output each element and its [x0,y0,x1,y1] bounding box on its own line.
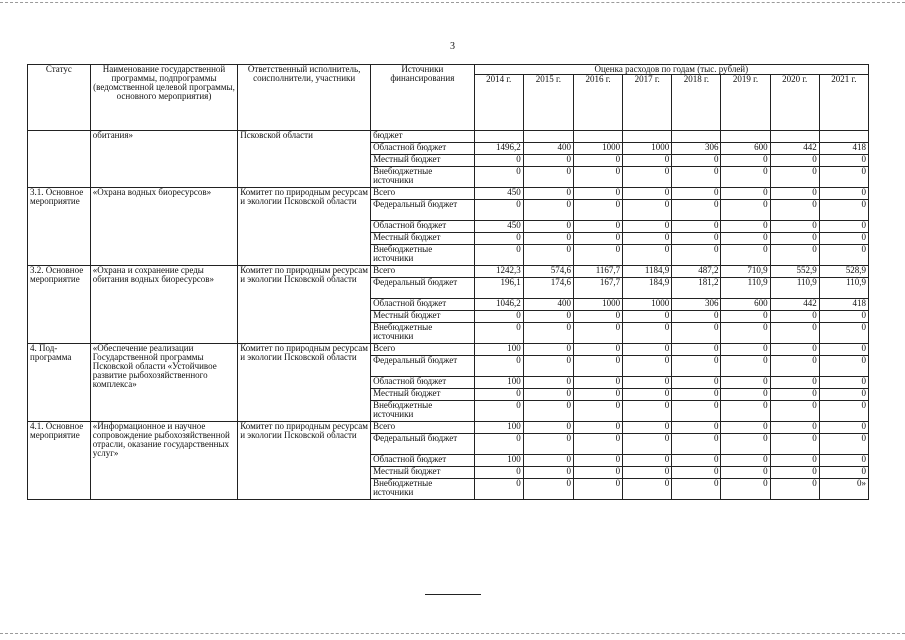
table-body [28,131,869,500]
amount-cell: 0 [474,200,523,221]
amount-cell: 181,2 [672,278,721,299]
funding-source: Федеральный бюджет [371,356,475,377]
funding-source: Областной бюджет [371,455,475,467]
amount-cell: 0 [819,188,868,200]
funding-source: Местный бюджет [371,155,475,167]
amount-cell: 110,9 [819,278,868,299]
amount-cell: 0 [819,155,868,167]
amount-cell: 0 [623,377,672,389]
amount-cell: 0 [770,356,819,377]
header-year: 2017 г. [623,75,672,131]
amount-cell: 0 [819,167,868,188]
amount-cell: 196,1 [474,278,523,299]
amount-cell: 0 [474,233,523,245]
funding-source: Всего [371,266,475,278]
amount-cell: 0 [573,188,622,200]
amount-cell: 0 [819,434,868,455]
amount-cell: 450 [474,188,523,200]
amount-cell: 0 [474,356,523,377]
amount-cell: 0 [770,155,819,167]
amount-cell: 0 [721,155,770,167]
budget-table [27,64,869,500]
amount-cell: 0 [474,323,523,344]
amount-cell: 0 [623,311,672,323]
row-executor: Псковской области [238,131,371,188]
amount-cell: 0 [819,401,868,422]
amount-cell: 1000 [623,299,672,311]
amount-cell: 0 [672,167,721,188]
amount-cell [573,131,622,143]
amount-cell: 442 [770,143,819,155]
amount-cell: 0 [770,344,819,356]
amount-cell: 0 [573,221,622,233]
funding-source: Областной бюджет [371,143,475,155]
amount-cell [672,131,721,143]
header-status: Статус [28,65,91,131]
amount-cell: 0 [672,389,721,401]
amount-cell: 0 [523,188,573,200]
amount-cell: 184,9 [623,278,672,299]
amount-cell: 0 [672,233,721,245]
row-status [28,131,91,188]
amount-cell: 0 [819,221,868,233]
row-status: 3.2. Основное мероприятие [28,266,91,344]
amount-cell: 710,9 [721,266,770,278]
row-status: 3.1. Основное мероприятие [28,188,91,266]
amount-cell: 0 [573,200,622,221]
amount-cell: 0 [573,356,622,377]
amount-cell: 1000 [573,299,622,311]
amount-cell: 0 [523,389,573,401]
amount-cell: 100 [474,422,523,434]
amount-cell: 0 [623,323,672,344]
amount-cell: 0 [819,311,868,323]
amount-cell: 0 [770,200,819,221]
table-row [28,188,869,200]
funding-source: Федеральный бюджет [371,434,475,455]
page-number: 3 [450,41,455,52]
amount-cell: 0 [672,245,721,266]
amount-cell: 0 [721,311,770,323]
table-row [28,266,869,278]
amount-cell: 0 [573,479,622,500]
amount-cell: 0 [573,467,622,479]
amount-cell: 174,6 [523,278,573,299]
funding-source: Федеральный бюджет [371,278,475,299]
amount-cell: 0 [770,455,819,467]
amount-cell: 0 [623,233,672,245]
amount-cell: 0 [623,389,672,401]
amount-cell: 1000 [623,143,672,155]
amount-cell: 0 [721,455,770,467]
row-executor: Комитет по природным ресурсам и экологии Псковской области [238,266,371,344]
amount-cell: 0 [474,467,523,479]
funding-source: Местный бюджет [371,389,475,401]
amount-cell: 0 [573,167,622,188]
amount-cell: 0 [770,221,819,233]
amount-cell: 167,7 [573,278,622,299]
amount-cell: 0 [819,233,868,245]
amount-cell: 0 [623,401,672,422]
amount-cell: 0 [721,188,770,200]
amount-cell: 0 [523,233,573,245]
amount-cell: 0 [672,311,721,323]
amount-cell: 0 [770,233,819,245]
amount-cell: 0 [474,311,523,323]
amount-cell: 1167,7 [573,266,622,278]
amount-cell: 0 [770,467,819,479]
amount-cell: 0 [672,377,721,389]
amount-cell: 574,6 [523,266,573,278]
amount-cell: 1046,2 [474,299,523,311]
amount-cell: 487,2 [672,266,721,278]
amount-cell: 0 [523,323,573,344]
amount-cell: 0» [819,479,868,500]
amount-cell: 100 [474,455,523,467]
funding-source: бюджет [371,131,475,143]
amount-cell: 110,9 [721,278,770,299]
amount-cell [721,131,770,143]
amount-cell: 0 [672,434,721,455]
amount-cell: 0 [623,467,672,479]
amount-cell: 306 [672,299,721,311]
amount-cell: 0 [819,455,868,467]
amount-cell: 0 [770,311,819,323]
amount-cell: 0 [623,188,672,200]
amount-cell: 0 [721,467,770,479]
amount-cell [819,131,868,143]
row-status: 4.1. Основное мероприятие [28,422,91,500]
funding-source: Областной бюджет [371,377,475,389]
header-source: Источники финансирования [371,65,475,131]
amount-cell: 0 [623,167,672,188]
closing-rule [425,594,481,595]
scan-edge-top [0,2,905,3]
amount-cell: 0 [573,155,622,167]
row-status: 4. Под-программа [28,344,91,422]
amount-cell: 0 [573,377,622,389]
row-name: «Охрана и сохранение среды обитания водных биоресурсов» [90,266,237,344]
amount-cell: 0 [623,221,672,233]
amount-cell [523,131,573,143]
amount-cell: 0 [474,401,523,422]
funding-source: Местный бюджет [371,467,475,479]
amount-cell: 0 [819,344,868,356]
amount-cell: 0 [523,344,573,356]
amount-cell: 1242,3 [474,266,523,278]
amount-cell: 0 [819,200,868,221]
amount-cell: 0 [721,245,770,266]
row-name: «Обеспечение реализации Государственной программы Псковской области «Устойчивое развитие рыбохозяйственного комплекса» [90,344,237,422]
amount-cell: 0 [721,167,770,188]
amount-cell: 0 [573,233,622,245]
amount-cell: 0 [474,155,523,167]
amount-cell: 0 [523,422,573,434]
amount-cell [770,131,819,143]
funding-source: Местный бюджет [371,311,475,323]
amount-cell: 0 [770,479,819,500]
amount-cell: 0 [672,422,721,434]
amount-cell: 0 [721,221,770,233]
row-executor: Комитет по природным ресурсам и экологии Псковской области [238,422,371,500]
header-year: 2016 г. [573,75,622,131]
amount-cell: 418 [819,143,868,155]
amount-cell: 0 [721,401,770,422]
amount-cell: 0 [573,323,622,344]
amount-cell: 0 [721,434,770,455]
amount-cell: 0 [672,401,721,422]
row-executor: Комитет по природным ресурсам и экологии Псковской области [238,344,371,422]
amount-cell: 0 [770,377,819,389]
amount-cell: 0 [523,221,573,233]
amount-cell: 0 [523,434,573,455]
amount-cell: 0 [573,422,622,434]
amount-cell: 0 [474,479,523,500]
amount-cell: 0 [721,389,770,401]
amount-cell: 0 [672,467,721,479]
amount-cell: 0 [523,200,573,221]
funding-source: Внебюджетные источники [371,323,475,344]
row-executor: Комитет по природным ресурсам и экологии Псковской области [238,188,371,266]
amount-cell: 0 [721,377,770,389]
table-row [28,344,869,356]
amount-cell: 0 [672,455,721,467]
amount-cell [474,131,523,143]
amount-cell: 0 [819,467,868,479]
amount-cell: 0 [819,323,868,344]
amount-cell: 0 [770,167,819,188]
amount-cell: 0 [573,455,622,467]
amount-cell: 0 [721,356,770,377]
amount-cell: 1000 [573,143,622,155]
amount-cell: 0 [721,344,770,356]
amount-cell: 0 [573,344,622,356]
amount-cell: 0 [721,233,770,245]
amount-cell: 0 [770,434,819,455]
amount-cell: 0 [523,311,573,323]
amount-cell: 0 [672,323,721,344]
amount-cell: 0 [474,389,523,401]
header-year: 2018 г. [672,75,721,131]
amount-cell: 0 [623,479,672,500]
amount-cell: 0 [523,455,573,467]
amount-cell: 0 [623,356,672,377]
table-row [28,131,869,143]
amount-cell: 0 [819,356,868,377]
amount-cell: 1496,2 [474,143,523,155]
header-executor: Ответственный исполнитель, соисполнители, участники [238,65,371,131]
amount-cell: 0 [672,356,721,377]
amount-cell: 100 [474,344,523,356]
amount-cell: 0 [721,422,770,434]
amount-cell: 0 [770,401,819,422]
amount-cell: 0 [623,245,672,266]
funding-source: Внебюджетные источники [371,401,475,422]
amount-cell: 0 [623,422,672,434]
funding-source: Внебюджетные источники [371,479,475,500]
amount-cell: 0 [523,155,573,167]
amount-cell: 0 [672,155,721,167]
amount-cell: 600 [721,143,770,155]
funding-source: Внебюджетные источники [371,245,475,266]
header-year: 2021 г. [819,75,868,131]
amount-cell: 528,9 [819,266,868,278]
amount-cell: 0 [623,455,672,467]
amount-cell: 0 [474,434,523,455]
funding-source: Местный бюджет [371,233,475,245]
amount-cell: 0 [523,356,573,377]
scan-edge-bottom [0,633,905,634]
header-year: 2014 г. [474,75,523,131]
amount-cell: 0 [523,377,573,389]
amount-cell: 306 [672,143,721,155]
amount-cell: 0 [819,245,868,266]
amount-cell: 0 [523,401,573,422]
amount-cell: 0 [523,479,573,500]
amount-cell: 0 [623,344,672,356]
amount-cell: 0 [523,167,573,188]
amount-cell: 0 [770,323,819,344]
funding-source: Внебюджетные источники [371,167,475,188]
funding-source: Всего [371,422,475,434]
amount-cell: 1184,9 [623,266,672,278]
row-name: «Информационное и научное сопровождение рыбохозяйственной отрасли, оказание государственных услуг» [90,422,237,500]
funding-source: Областной бюджет [371,221,475,233]
amount-cell: 0 [573,434,622,455]
header-estimate: Оценка расходов по годам (тыс. рублей) [474,65,868,75]
table-row [28,422,869,434]
amount-cell: 0 [623,434,672,455]
funding-source: Всего [371,188,475,200]
amount-cell: 100 [474,377,523,389]
amount-cell: 0 [819,377,868,389]
amount-cell: 600 [721,299,770,311]
amount-cell: 0 [770,422,819,434]
row-name: «Охрана водных биоресурсов» [90,188,237,266]
header-year: 2019 г. [721,75,770,131]
amount-cell: 0 [672,479,721,500]
funding-source: Всего [371,344,475,356]
amount-cell: 400 [523,299,573,311]
header-year: 2020 г. [770,75,819,131]
amount-cell: 0 [770,188,819,200]
amount-cell: 400 [523,143,573,155]
amount-cell: 0 [573,389,622,401]
amount-cell: 110,9 [770,278,819,299]
header-name: Наименование государственной программы, подпрограммы (ведомственной целевой программы, основного мероприятия) [90,65,237,131]
amount-cell: 0 [623,155,672,167]
row-name: обитания» [90,131,237,188]
amount-cell: 0 [770,389,819,401]
amount-cell: 0 [721,479,770,500]
amount-cell: 0 [474,245,523,266]
amount-cell: 0 [672,200,721,221]
amount-cell: 0 [474,167,523,188]
amount-cell: 0 [573,401,622,422]
amount-cell: 0 [770,245,819,266]
amount-cell: 442 [770,299,819,311]
amount-cell: 0 [819,389,868,401]
amount-cell: 0 [721,200,770,221]
amount-cell: 0 [523,467,573,479]
amount-cell [623,131,672,143]
amount-cell: 418 [819,299,868,311]
amount-cell: 552,9 [770,266,819,278]
amount-cell: 0 [573,311,622,323]
amount-cell: 450 [474,221,523,233]
amount-cell: 0 [672,221,721,233]
amount-cell: 0 [672,188,721,200]
table-header [28,65,869,131]
funding-source: Областной бюджет [371,299,475,311]
amount-cell: 0 [573,245,622,266]
amount-cell: 0 [721,323,770,344]
amount-cell: 0 [819,422,868,434]
amount-cell: 0 [523,245,573,266]
amount-cell: 0 [623,200,672,221]
header-year: 2015 г. [523,75,573,131]
funding-source: Федеральный бюджет [371,200,475,221]
amount-cell: 0 [672,344,721,356]
